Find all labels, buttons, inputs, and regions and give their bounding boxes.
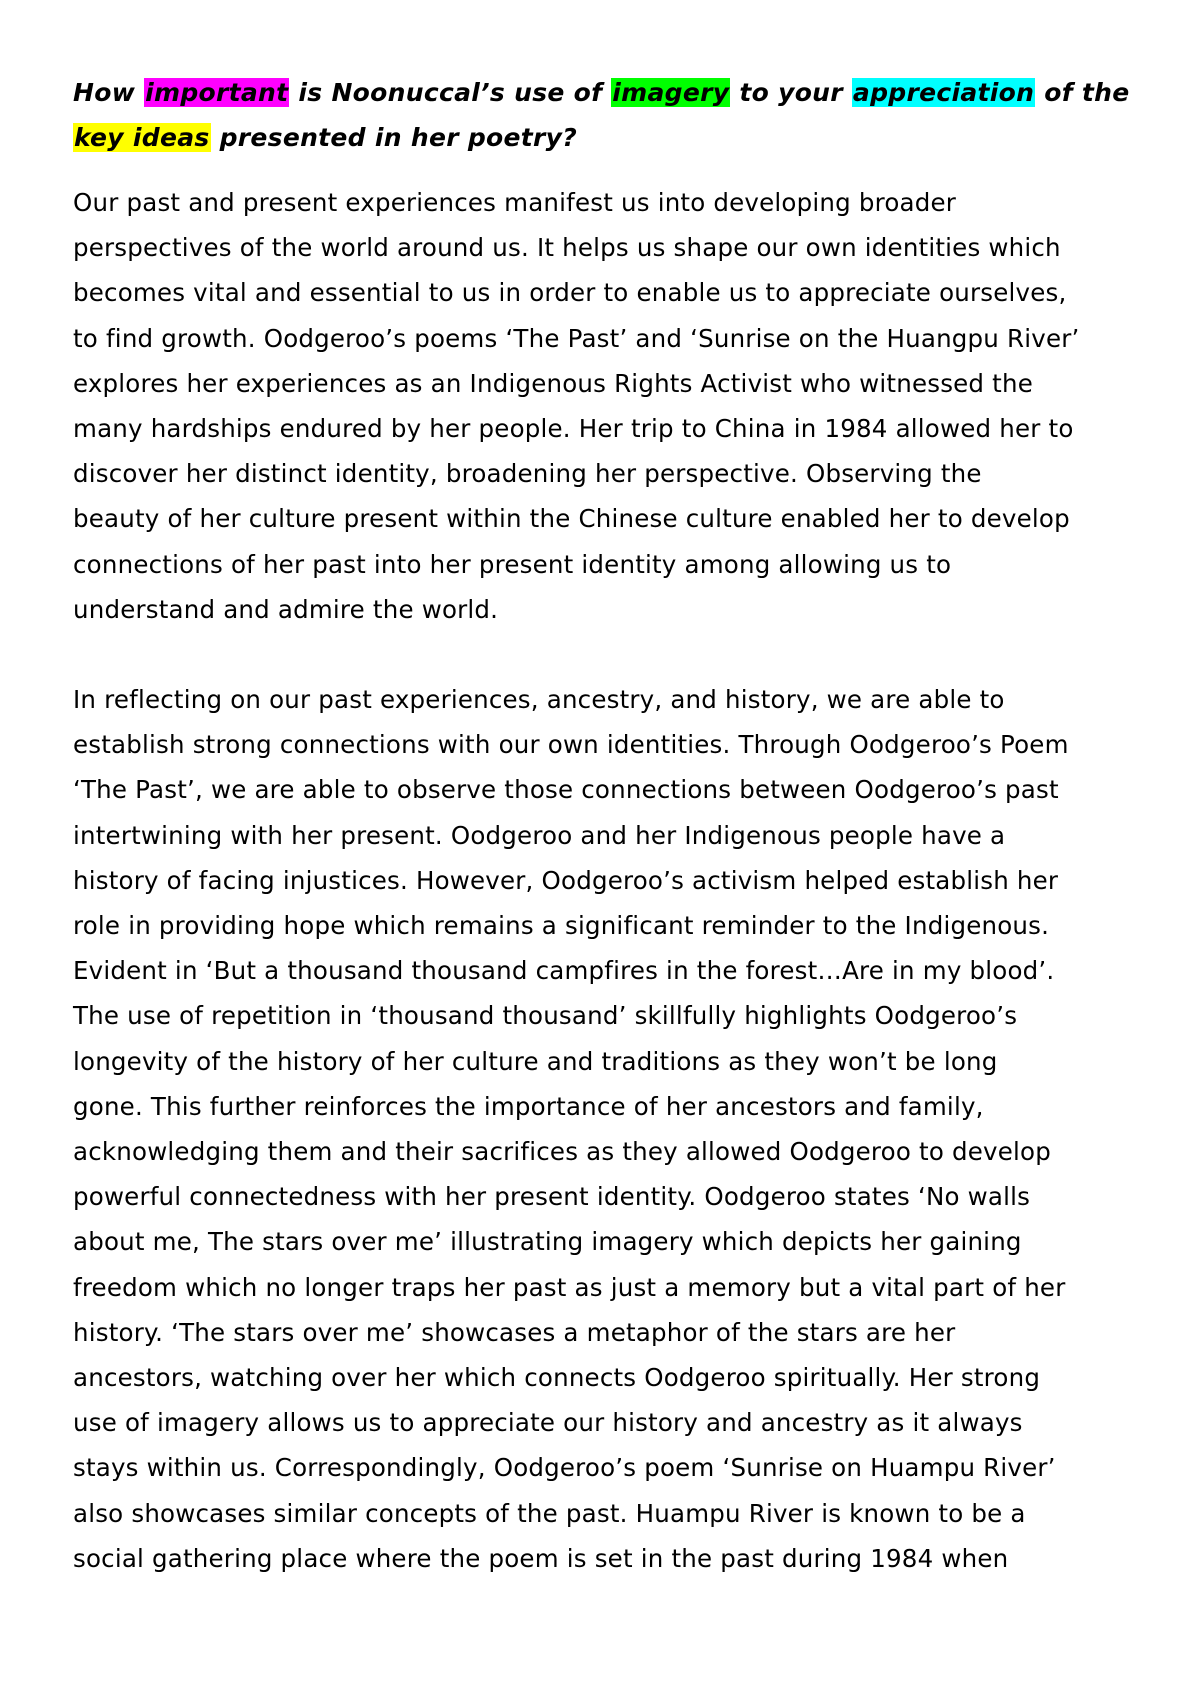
paragraph: [73, 677, 1133, 1581]
paragraph-line: perspectives of the world around us. It helps us shape our own identities which: [73, 233, 1061, 263]
paragraph-line: to find growth. Oodgeroo’s poems ‘The Past’ and ‘Sunrise on the Huangpu River’: [73, 323, 1080, 353]
document-content: [73, 70, 1133, 1626]
paragraph-line: Evident in ‘But a thousand thousand campfires in the forest…Are in my blood’.: [73, 956, 1055, 986]
highlighted-term: important: [145, 78, 289, 107]
paragraph-line: freedom which no longer traps her past as just a memory but a vital part of her: [73, 1272, 1066, 1302]
paragraph-line: ‘The Past’, we are able to observe those connections between Oodgeroo’s past: [73, 775, 1059, 805]
paragraph-line: becomes vital and essential to us in order to enable us to appreciate ourselves,: [73, 278, 1067, 308]
question-text: of the: [1035, 78, 1130, 107]
question-text: How: [73, 78, 145, 107]
question-text: to your: [730, 78, 852, 107]
essay-question: [73, 70, 1133, 160]
paragraph-line: powerful connectedness with her present identity. Oodgeroo states ‘No walls: [73, 1182, 1031, 1212]
paragraph-line: many hardships endured by her people. Her trip to China in 1984 allowed her to: [73, 414, 1074, 444]
paragraph-line: discover her distinct identity, broadening her perspective. Observing the: [73, 459, 982, 489]
paragraph-line: stays within us. Correspondingly, Oodgeroo’s poem ‘Sunrise on Huampu River’: [73, 1453, 1056, 1483]
paragraph-line: establish strong connections with our own identities. Through Oodgeroo’s Poem: [73, 730, 1069, 760]
essay-body: [73, 180, 1133, 1581]
paragraph-line: social gathering place where the poem is set in the past during 1984 when: [73, 1543, 1009, 1573]
paragraph-line: understand and admire the world.: [73, 594, 499, 624]
highlighted-term: appreciation: [852, 78, 1035, 107]
paragraph-line: In reflecting on our past experiences, ancestry, and history, we are able to: [73, 685, 1005, 715]
highlighted-term: key ideas: [74, 123, 210, 152]
paragraph-line: intertwining with her present. Oodgeroo and her Indigenous people have a: [73, 820, 1006, 850]
highlighted-term: imagery: [612, 78, 730, 107]
paragraph: [73, 180, 1133, 632]
paragraph-line: history. ‘The stars over me’ showcases a metaphor of the stars are her: [73, 1317, 956, 1347]
paragraph-line: history of facing injustices. However, Oodgeroo’s activism helped establish her: [73, 865, 1059, 895]
paragraph-line: ancestors, watching over her which connects Oodgeroo spiritually. Her strong: [73, 1363, 1041, 1393]
paragraph-line: explores her experiences as an Indigenous Rights Activist who witnessed the: [73, 368, 1033, 398]
paragraph-line: use of imagery allows us to appreciate our history and ancestry as it always: [73, 1408, 1023, 1438]
paragraph-line: connections of her past into her present identity among allowing us to: [73, 549, 952, 579]
question-text: presented in her poetry?: [210, 123, 578, 152]
paragraph-line: acknowledging them and their sacrifices as they allowed Oodgeroo to develop: [73, 1137, 1051, 1167]
paragraph-line: Our past and present experiences manifest us into developing broader: [73, 188, 957, 217]
paragraph-line: The use of repetition in ‘thousand thousand’ skillfully highlights Oodgeroo’s: [73, 1001, 1018, 1031]
paragraph-line: also showcases similar concepts of the past. Huampu River is known to be a: [73, 1498, 1026, 1528]
paragraph-line: about me, The stars over me’ illustrating imagery which depicts her gaining: [73, 1227, 1022, 1257]
paragraph-line: longevity of the history of her culture and traditions as they won’t be long: [73, 1046, 998, 1076]
question-text: is Noonuccal’s use of: [289, 78, 612, 107]
paragraph-line: gone. This further reinforces the importance of her ancestors and family,: [73, 1091, 984, 1121]
paragraph-line: role in providing hope which remains a significant reminder to the Indigenous.: [73, 911, 1050, 941]
paragraph-line: beauty of her culture present within the Chinese culture enabled her to develop: [73, 504, 1070, 534]
